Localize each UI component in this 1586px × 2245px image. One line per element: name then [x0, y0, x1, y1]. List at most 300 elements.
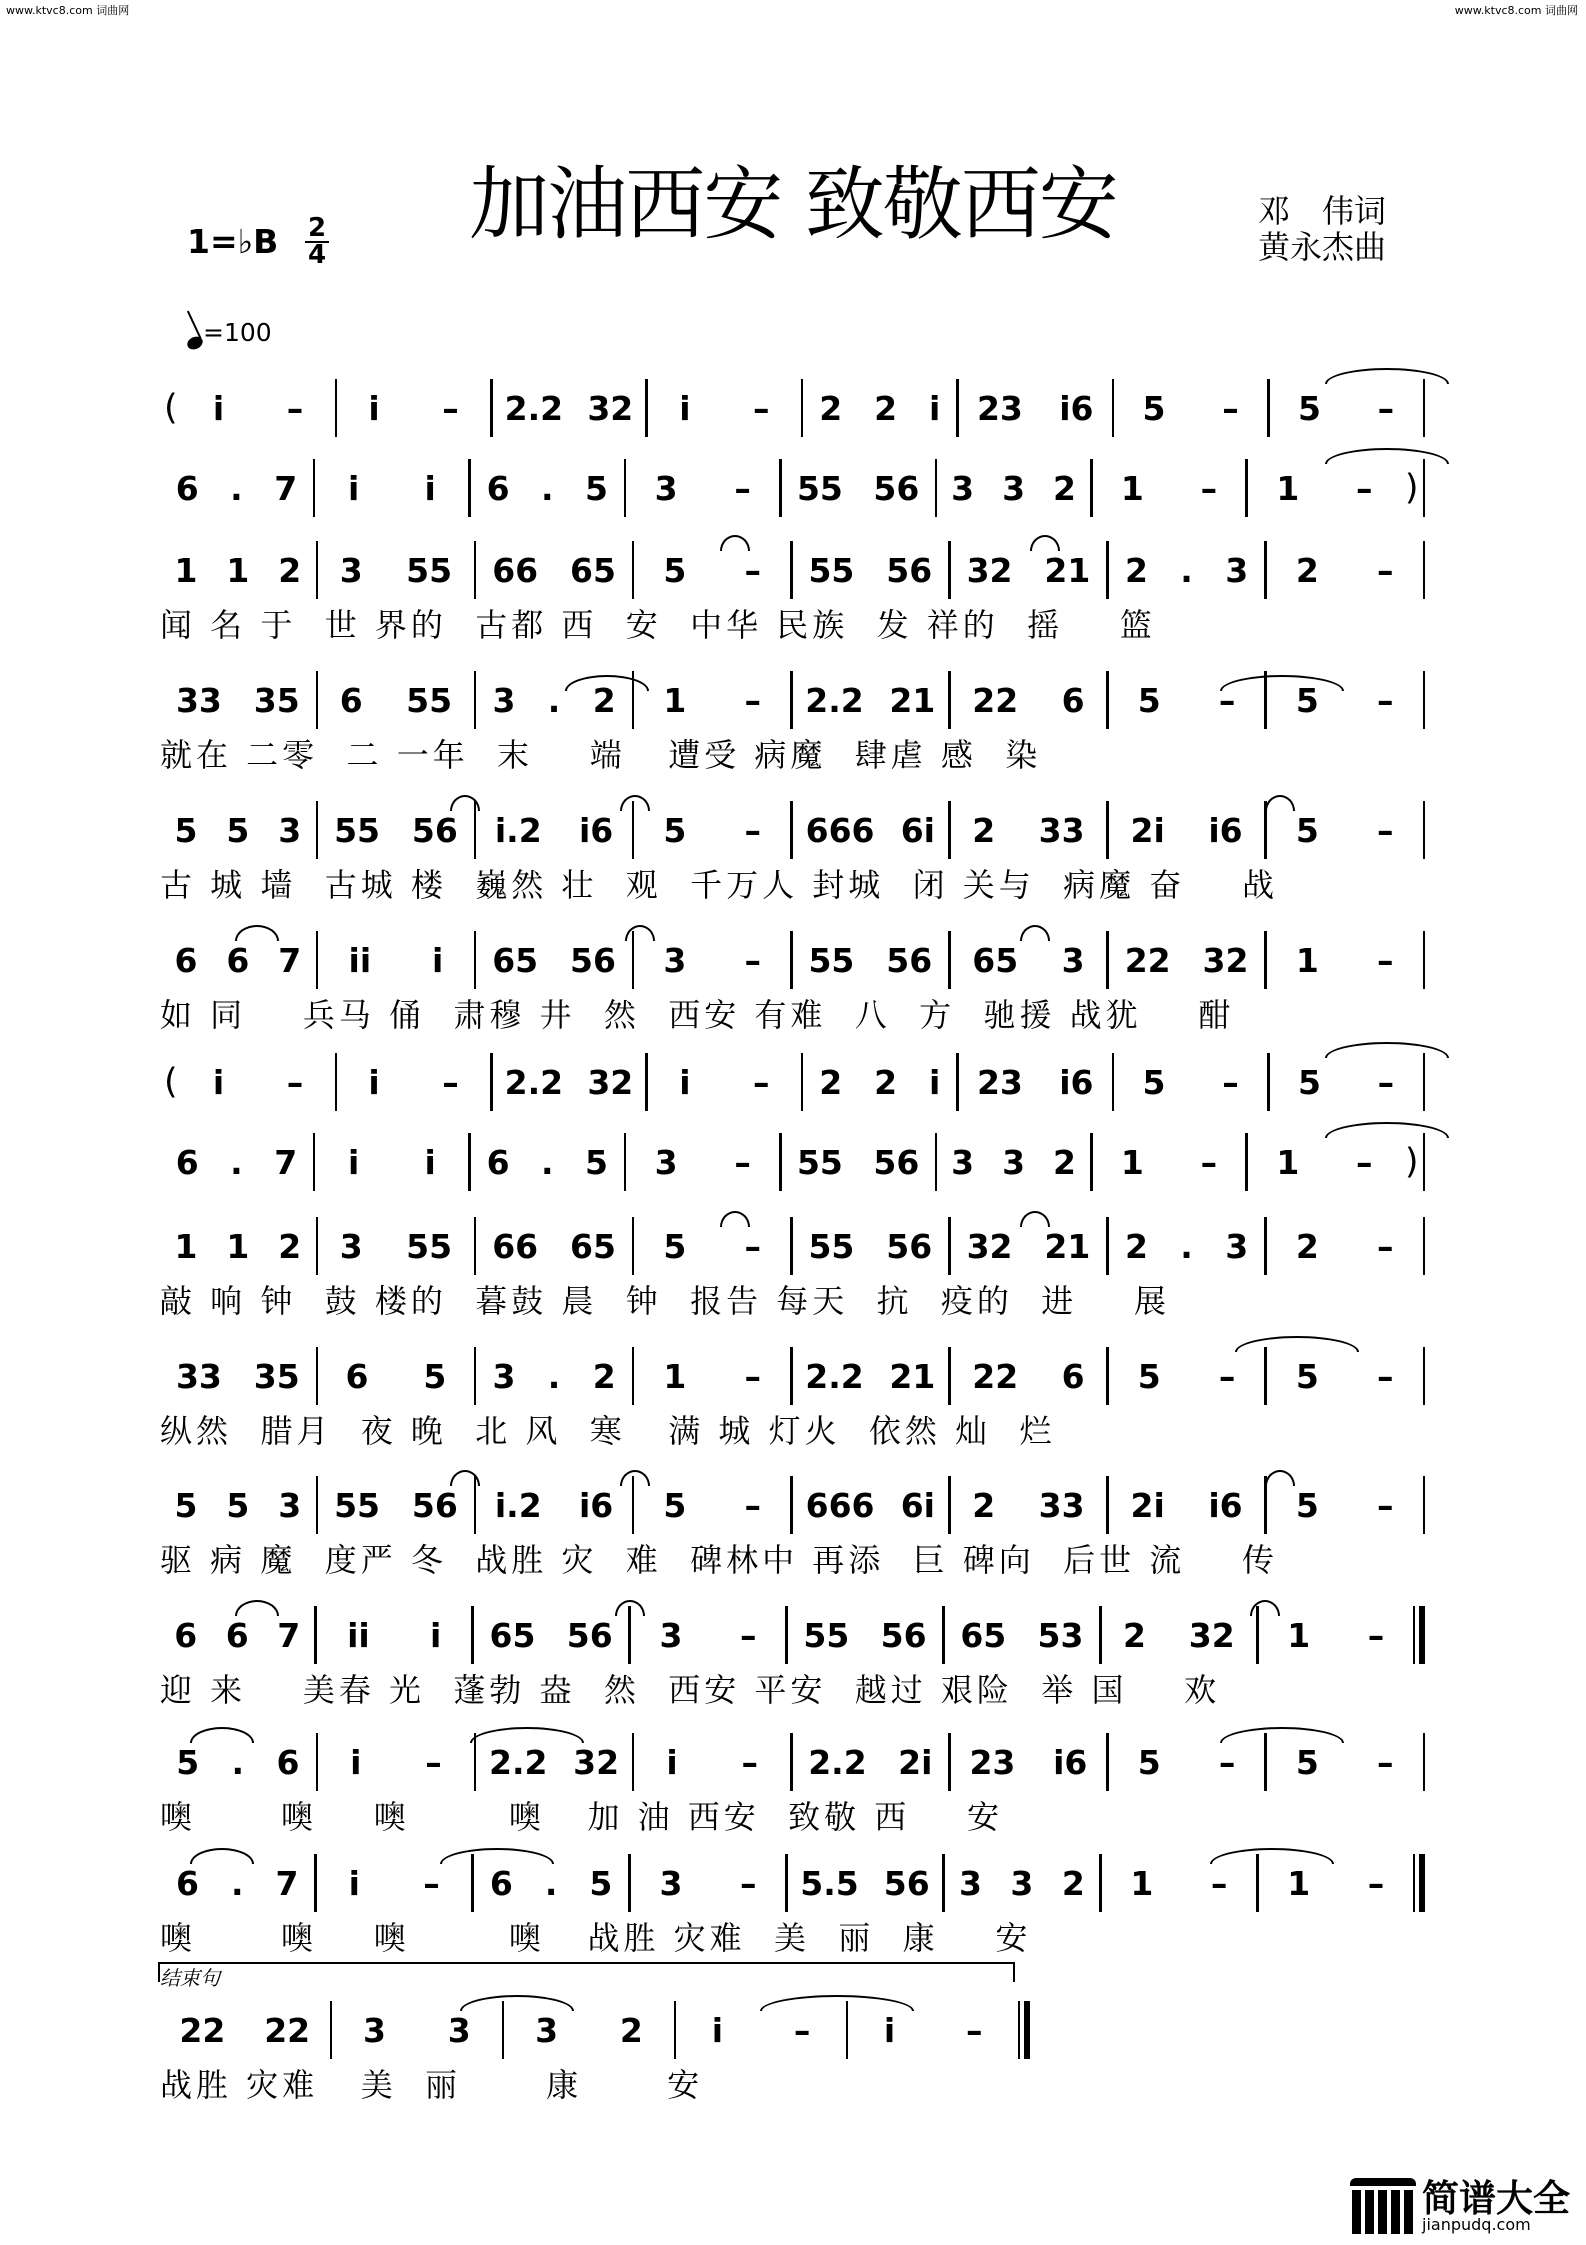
- note-group: .: [547, 1356, 561, 1396]
- measure: [634, 1216, 790, 1276]
- measure: [648, 1052, 801, 1112]
- measure: [1248, 1132, 1401, 1192]
- note-group: 3: [663, 940, 687, 980]
- measure: [945, 1605, 1099, 1665]
- measure: [634, 670, 790, 730]
- note-group: .: [1180, 1226, 1193, 1266]
- tie-slur: [440, 1848, 554, 1864]
- measure: [160, 1475, 316, 1535]
- note-group: 32: [587, 388, 634, 428]
- note-group: 3: [447, 2010, 471, 2050]
- note-group: .: [541, 468, 554, 508]
- measure: [782, 1132, 935, 1192]
- note-group: 65: [570, 550, 616, 590]
- tie-slur: [1250, 1600, 1280, 1616]
- note-group: 5: [1295, 1485, 1319, 1525]
- measure: [945, 1853, 1099, 1913]
- note-group: 666: [805, 810, 875, 850]
- note-group: 3: [951, 468, 975, 508]
- measure: [476, 1216, 632, 1276]
- note-group: –: [425, 1742, 442, 1782]
- note-group: 5: [1142, 388, 1166, 428]
- note-group: 2.2: [489, 1742, 548, 1782]
- ending-label: 结束句: [160, 1966, 220, 1990]
- note-group: 1: [1287, 1615, 1311, 1655]
- note-group: i.2: [494, 1485, 542, 1525]
- measure: [793, 800, 949, 860]
- measure: [476, 540, 632, 600]
- note-group: 5: [589, 1863, 613, 1903]
- measure: [476, 1475, 632, 1535]
- notation-line: [160, 1052, 1425, 1112]
- measure: [1093, 458, 1246, 518]
- measure: [318, 930, 474, 990]
- tie-slur: [1235, 1336, 1359, 1352]
- measure: [634, 540, 790, 600]
- measure: [626, 458, 779, 518]
- note-group: –: [1376, 1742, 1394, 1782]
- note-group: 23: [976, 1062, 1023, 1102]
- note-group: ii: [348, 940, 372, 980]
- note-group: 56: [880, 1615, 927, 1655]
- time-signature: [305, 213, 329, 270]
- note-group: 6: [174, 940, 198, 980]
- note-group: 2.2: [805, 1356, 864, 1396]
- note-group: i6: [1208, 810, 1243, 850]
- note-group: 6: [175, 1863, 199, 1903]
- ending-bracket: [158, 1962, 1015, 1964]
- notation-line: [160, 458, 1425, 518]
- note-group: 3: [535, 2010, 559, 2050]
- tie-slur: [190, 1848, 254, 1864]
- note-group: 1: [1120, 1142, 1144, 1182]
- note-group: 2.2: [805, 680, 864, 720]
- note-group: 5: [1295, 810, 1319, 850]
- note-group: 33: [1038, 1485, 1085, 1525]
- note-group: 3: [659, 1615, 683, 1655]
- note-group: –: [1376, 680, 1394, 720]
- note-group: 2.2: [504, 1062, 564, 1102]
- note-group: –: [1218, 680, 1236, 720]
- measure: [318, 1346, 474, 1406]
- tempo-marking: [187, 318, 272, 347]
- note-group: 6: [345, 1356, 369, 1396]
- note-group: –: [1218, 1742, 1236, 1782]
- notation-line: [160, 1132, 1425, 1192]
- note-group: 32: [966, 1226, 1013, 1266]
- note-group: i: [711, 2010, 724, 2050]
- note-group: i: [679, 1062, 691, 1102]
- measure: [315, 1132, 468, 1192]
- note-group: 6: [175, 468, 199, 508]
- note-group: 2: [1295, 550, 1319, 590]
- tie-slur: [1265, 795, 1295, 811]
- note-group: 5: [663, 1485, 687, 1525]
- measure: [631, 1853, 785, 1913]
- measure: [1109, 540, 1265, 600]
- note-group: i: [929, 1062, 941, 1102]
- measure: [1248, 458, 1401, 518]
- header-right-text: www.ktvc8.com 词曲网: [1454, 4, 1578, 17]
- note-group: .: [541, 1142, 554, 1182]
- measure: [634, 800, 790, 860]
- note-group: .: [230, 468, 243, 508]
- note-group: i: [429, 1615, 442, 1655]
- note-group: 5: [1297, 388, 1321, 428]
- note-group: 3: [958, 1863, 982, 1903]
- note-group: –: [744, 1356, 761, 1396]
- note-group: –: [744, 810, 761, 850]
- score-row: [160, 800, 1425, 904]
- measure: [1093, 1132, 1246, 1192]
- measure: [803, 1052, 956, 1112]
- tie-slur: [1220, 1727, 1344, 1743]
- measure: [951, 1346, 1107, 1406]
- note-group: 7: [274, 1142, 298, 1182]
- barline: [1423, 671, 1426, 729]
- repeat-paren: ): [1404, 1142, 1419, 1182]
- note-group: 6: [486, 1142, 510, 1182]
- score-row: [160, 540, 1425, 644]
- score-row: [160, 1052, 1425, 1124]
- measure: [160, 670, 316, 730]
- note-group: 55: [808, 940, 855, 980]
- note-group: 35: [253, 680, 300, 720]
- note-group: 1: [1130, 1863, 1154, 1903]
- note-group: 7: [275, 1863, 299, 1903]
- note-group: 32: [573, 1742, 620, 1782]
- measure: [1109, 1346, 1265, 1406]
- lyrics-line: 迎 来 美春 光 蓬勃 盎 然 西安 平安 越过 艰险 举 国 欢: [160, 1671, 1221, 1709]
- notation-line: [160, 1475, 1425, 1535]
- note-group: i: [347, 468, 360, 508]
- note-group: i6: [1059, 388, 1094, 428]
- measure: [182, 1052, 335, 1112]
- measure: [160, 1216, 316, 1276]
- note-group: –: [423, 1863, 440, 1903]
- note-group: i: [347, 1142, 360, 1182]
- measure: [476, 800, 632, 860]
- tempo-value: =100: [203, 318, 272, 347]
- note-group: i6: [1053, 1742, 1088, 1782]
- note-group: 56: [886, 940, 933, 980]
- note-group: –: [744, 550, 761, 590]
- tie-slur: [1030, 535, 1060, 551]
- measure: [631, 1605, 785, 1665]
- note-group: –: [744, 680, 761, 720]
- measure: [937, 1132, 1090, 1192]
- measure: [626, 1132, 779, 1192]
- note-group: 55: [406, 1226, 453, 1266]
- note-group: –: [753, 1062, 770, 1102]
- measure: [634, 1346, 790, 1406]
- notation-line: [160, 1605, 1425, 1665]
- measure: [337, 1052, 490, 1112]
- note-group: 2i: [898, 1742, 933, 1782]
- note-group: 6: [276, 1742, 300, 1782]
- time-signature-top: 2: [305, 216, 329, 243]
- note-group: –: [286, 1062, 304, 1102]
- measure: [476, 930, 632, 990]
- tie-slur: [1265, 1470, 1295, 1486]
- note-group: 7: [277, 1615, 301, 1655]
- note-group: 65: [489, 1615, 536, 1655]
- tie-slur: [1325, 368, 1449, 384]
- note-group: 2: [1061, 1863, 1085, 1903]
- lyrics-line: 闻 名 于 世 界的 古都 西 安 中华 民族 发 祥的 摇 篮: [160, 606, 1156, 644]
- note-group: 5: [174, 810, 198, 850]
- note-group: 21: [889, 1356, 936, 1396]
- note-group: 22: [1124, 940, 1171, 980]
- note-group: 6i: [900, 1485, 935, 1525]
- note-group: –: [734, 1142, 751, 1182]
- score-row: [160, 1605, 1425, 1709]
- measure: [160, 540, 316, 600]
- note-group: 56: [570, 940, 616, 980]
- note-group: i.2: [494, 810, 542, 850]
- notation-line: [160, 670, 1425, 730]
- note-group: i: [666, 1742, 678, 1782]
- note-group: 3: [339, 1226, 363, 1266]
- lyrics-line: 驱 病 魔 度严 冬 战胜 灾 难 碑林中 再添 巨 碑向 后世 流 传: [160, 1541, 1278, 1579]
- note-group: –: [1200, 468, 1218, 508]
- barline: [1423, 459, 1426, 517]
- note-group: 32: [1202, 940, 1249, 980]
- quarter-note-icon: [185, 334, 205, 352]
- note-group: 65: [960, 1615, 1007, 1655]
- note-group: 3: [1225, 550, 1249, 590]
- ending-bracket-right: [1013, 1962, 1015, 1982]
- note-group: i: [348, 1863, 360, 1903]
- tie-slur: [190, 1727, 254, 1743]
- note-group: 2: [1295, 1226, 1319, 1266]
- note-group: 22: [179, 2010, 226, 2050]
- repeat-paren: ): [1404, 468, 1419, 508]
- note-group: 2: [619, 2010, 643, 2050]
- measure: [951, 670, 1107, 730]
- note-group: 1: [174, 1226, 198, 1266]
- note-group: 5: [423, 1356, 447, 1396]
- note-group: 2: [278, 550, 302, 590]
- note-group: 33: [175, 680, 222, 720]
- repeat-paren: (: [164, 388, 178, 428]
- note-group: –: [966, 2010, 983, 2050]
- note-group: –: [1377, 1062, 1395, 1102]
- measure: [1102, 1605, 1256, 1665]
- note-group: 5: [663, 550, 687, 590]
- note-group: ii: [347, 1615, 370, 1655]
- tie-slur: [450, 795, 480, 811]
- score-row: [160, 1346, 1425, 1450]
- note-group: 6i: [900, 810, 935, 850]
- note-group: 5: [1137, 680, 1161, 720]
- note-group: 56: [886, 1226, 933, 1266]
- note-group: 5: [663, 1226, 687, 1266]
- measure: [782, 458, 935, 518]
- note-group: –: [793, 2010, 811, 2050]
- note-group: i6: [1208, 1485, 1243, 1525]
- note-group: –: [1200, 1142, 1218, 1182]
- note-group: 2: [972, 810, 996, 850]
- measure: [951, 1732, 1107, 1792]
- barline: [1423, 541, 1426, 599]
- note-group: 33: [175, 1356, 222, 1396]
- note-group: 5: [663, 810, 687, 850]
- note-group: 56: [566, 1615, 613, 1655]
- note-group: 32: [966, 550, 1013, 590]
- measure: [1109, 800, 1265, 860]
- tie-slur: [1020, 1211, 1050, 1227]
- note-group: 2: [1124, 550, 1148, 590]
- measure: [1114, 378, 1267, 438]
- note-group: 2: [278, 1226, 302, 1266]
- measure: [160, 2000, 330, 2060]
- final-barline: [1413, 1606, 1425, 1664]
- note-group: 55: [406, 680, 453, 720]
- note-group: 66: [492, 550, 539, 590]
- score-row: [160, 1132, 1425, 1204]
- note-group: i6: [1059, 1062, 1094, 1102]
- note-group: 65: [492, 940, 539, 980]
- header-left-text: www.ktvc8.com 词曲网: [6, 4, 130, 17]
- measure: [160, 458, 313, 518]
- note-group: 23: [969, 1742, 1016, 1782]
- measure: [471, 1132, 624, 1192]
- note-group: 5: [1295, 1742, 1319, 1782]
- lyrics-line: 战胜 灾难 美 丽 康 安: [160, 2066, 704, 2104]
- measure: [793, 540, 949, 600]
- measure: [318, 1216, 474, 1276]
- measure: [318, 1732, 474, 1792]
- note-group: 1: [226, 1226, 250, 1266]
- note-group: 5: [585, 468, 608, 508]
- note-group: –: [442, 1062, 459, 1102]
- tie-slur: [1020, 925, 1050, 941]
- note-group: 22: [972, 1356, 1019, 1396]
- measure: [959, 378, 1112, 438]
- note-group: i: [368, 388, 380, 428]
- measure: [788, 1853, 942, 1913]
- note-group: 22: [264, 2010, 311, 2050]
- note-group: 5: [1137, 1356, 1161, 1396]
- note-group: 56: [411, 810, 458, 850]
- note-group: 2: [592, 1356, 616, 1396]
- measure: [318, 540, 474, 600]
- barline: [1423, 1217, 1426, 1275]
- note-group: 1: [663, 680, 687, 720]
- note-group: –: [1376, 1356, 1394, 1396]
- note-group: 3: [278, 1485, 302, 1525]
- barline: [1423, 1053, 1426, 1111]
- note-group: 6: [226, 940, 250, 980]
- note-group: 5: [1295, 680, 1319, 720]
- note-group: 1: [226, 550, 250, 590]
- time-signature-bottom: 4: [307, 240, 327, 270]
- lyrics-line: 纵然 腊月 夜 晚 北 风 寒 满 城 灯火 依然 灿 烂: [160, 1412, 1056, 1450]
- note-group: 1: [1287, 1863, 1311, 1903]
- note-group: 2: [1053, 1142, 1077, 1182]
- measure: [793, 670, 949, 730]
- measure: [318, 670, 474, 730]
- note-group: 2: [972, 1485, 996, 1525]
- notation-line: [160, 378, 1425, 438]
- note-group: 1: [663, 1356, 687, 1396]
- measure: [160, 1346, 316, 1406]
- lyrics-line: 如 同 兵马 俑 肃穆 井 然 西安 有难 八 方 驰援 战犹 酣: [160, 996, 1235, 1034]
- note-group: –: [1376, 1226, 1394, 1266]
- note-group: 21: [889, 680, 936, 720]
- note-group: 3: [654, 1142, 678, 1182]
- note-group: 21: [1044, 550, 1091, 590]
- note-group: 1: [1120, 468, 1144, 508]
- note-group: –: [744, 1485, 761, 1525]
- note-group: 6: [486, 468, 510, 508]
- measure: [793, 1732, 949, 1792]
- note-group: 66: [492, 1226, 539, 1266]
- note-group: i: [212, 388, 225, 428]
- note-group: 5: [226, 810, 250, 850]
- note-group: 2: [1124, 1226, 1148, 1266]
- barline: [1423, 379, 1426, 437]
- note-group: 56: [873, 1142, 920, 1182]
- note-group: 5: [174, 1485, 198, 1525]
- note-group: 3: [363, 2010, 386, 2050]
- lyrics-line: 敲 响 钟 鼓 楼的 暮鼓 晨 钟 报告 每天 抗 疫的 进 展: [160, 1282, 1170, 1320]
- note-group: 55: [803, 1615, 850, 1655]
- note-group: 3: [492, 1356, 516, 1396]
- note-group: 2i: [1130, 1485, 1165, 1525]
- note-group: 55: [808, 550, 855, 590]
- note-group: 6: [1061, 1356, 1085, 1396]
- tie-slur: [625, 925, 655, 941]
- measure: [634, 930, 790, 990]
- composer: 黄永杰曲: [1258, 228, 1387, 266]
- note-group: 6: [339, 680, 363, 720]
- score-row: [160, 1216, 1425, 1320]
- note-group: –: [1367, 1615, 1385, 1655]
- note-group: 3: [1010, 1863, 1034, 1903]
- tie-slur: [450, 1470, 480, 1486]
- barline: [1423, 1733, 1426, 1791]
- site-logo: [1350, 2172, 1585, 2240]
- measure: [182, 378, 335, 438]
- note-group: 2: [592, 680, 616, 720]
- note-group: 3: [278, 810, 302, 850]
- note-group: 65: [570, 1226, 616, 1266]
- measure: [1267, 540, 1423, 600]
- score-row: [160, 930, 1425, 1034]
- note-group: i: [212, 1062, 225, 1102]
- tie-slur: [1325, 1042, 1449, 1058]
- note-group: –: [734, 468, 751, 508]
- measure: [951, 540, 1107, 600]
- note-group: 65: [972, 940, 1019, 980]
- note-group: .: [230, 1863, 244, 1903]
- note-group: 5: [585, 1142, 608, 1182]
- note-group: 3: [339, 550, 363, 590]
- score-row: [160, 1475, 1425, 1579]
- note-group: 32: [587, 1062, 634, 1102]
- measure: [1267, 1216, 1423, 1276]
- measure: [1109, 1475, 1265, 1535]
- note-group: 53: [1037, 1615, 1084, 1655]
- note-group: 3: [951, 1142, 975, 1182]
- note-group: 21: [1044, 1226, 1091, 1266]
- note-group: 6: [489, 1863, 513, 1903]
- note-group: 56: [883, 1863, 930, 1903]
- note-group: –: [744, 1226, 761, 1266]
- note-group: 22: [972, 680, 1019, 720]
